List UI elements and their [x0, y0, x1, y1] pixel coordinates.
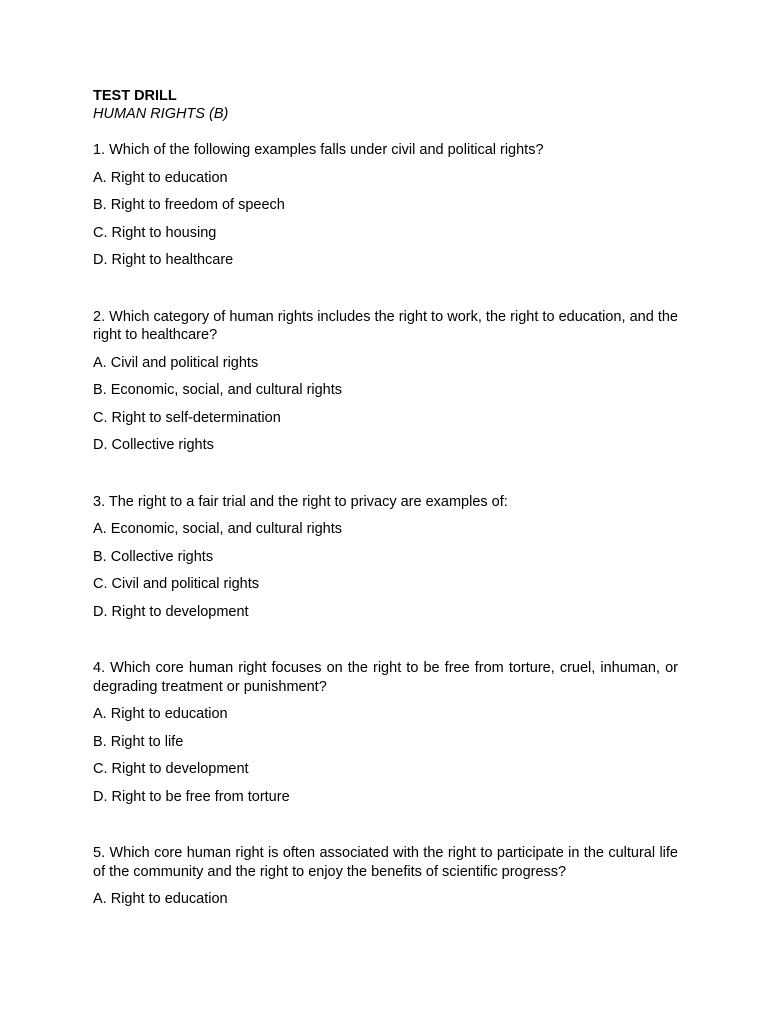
- answer-option: C. Right to self-determination: [93, 409, 281, 426]
- document-page: [93, 87, 678, 947]
- question-5: [93, 844, 678, 909]
- question-2: [93, 308, 678, 455]
- question-text: 3. The right to a fair trial and the right to privacy are examples of:: [93, 493, 508, 510]
- answer-option: D. Right to healthcare: [93, 252, 234, 268]
- answer-option: C. Right to housing: [93, 224, 217, 241]
- question-1: [93, 141, 678, 270]
- answer-option: A. Economic, social, and cultural rights: [93, 521, 343, 537]
- document-title: TEST DRILL: [93, 88, 177, 104]
- question-text: 5. Which core human right is often associated with the right to participate in the cultural life of the community and the right to enjoy the benefits of scientific progress?: [93, 845, 678, 880]
- answer-option: C. Right to development: [93, 761, 249, 777]
- answer-option: C. Civil and political rights: [93, 576, 260, 592]
- question-text: 4. Which core human right focuses on the right to be free from torture, cruel, inhuman, or degrading treatment or punishment?: [93, 660, 678, 695]
- document-subtitle: HUMAN RIGHTS (B): [93, 106, 229, 122]
- answer-option: A. Right to education: [93, 706, 228, 722]
- answer-option: D. Right to development: [93, 603, 249, 620]
- answer-option: A. Civil and political rights: [93, 354, 259, 371]
- answer-option: B. Economic, social, and cultural rights: [93, 382, 343, 398]
- question-3: [93, 493, 678, 622]
- answer-option: B. Collective rights: [93, 548, 214, 565]
- answer-option: A. Right to education: [93, 891, 228, 907]
- answer-option: D. Collective rights: [93, 437, 214, 453]
- question-text: 1. Which of the following examples falls under civil and political rights?: [93, 142, 544, 158]
- answer-option: D. Right to be free from torture: [93, 788, 290, 805]
- answer-option: A. Right to education: [93, 169, 228, 186]
- answer-option: B. Right to life: [93, 733, 184, 750]
- answer-option: B. Right to freedom of speech: [93, 197, 285, 213]
- question-4: [93, 659, 678, 806]
- question-text: 2. Which category of human rights includes the right to work, the right to education, and the right to healthcare?: [93, 308, 678, 343]
